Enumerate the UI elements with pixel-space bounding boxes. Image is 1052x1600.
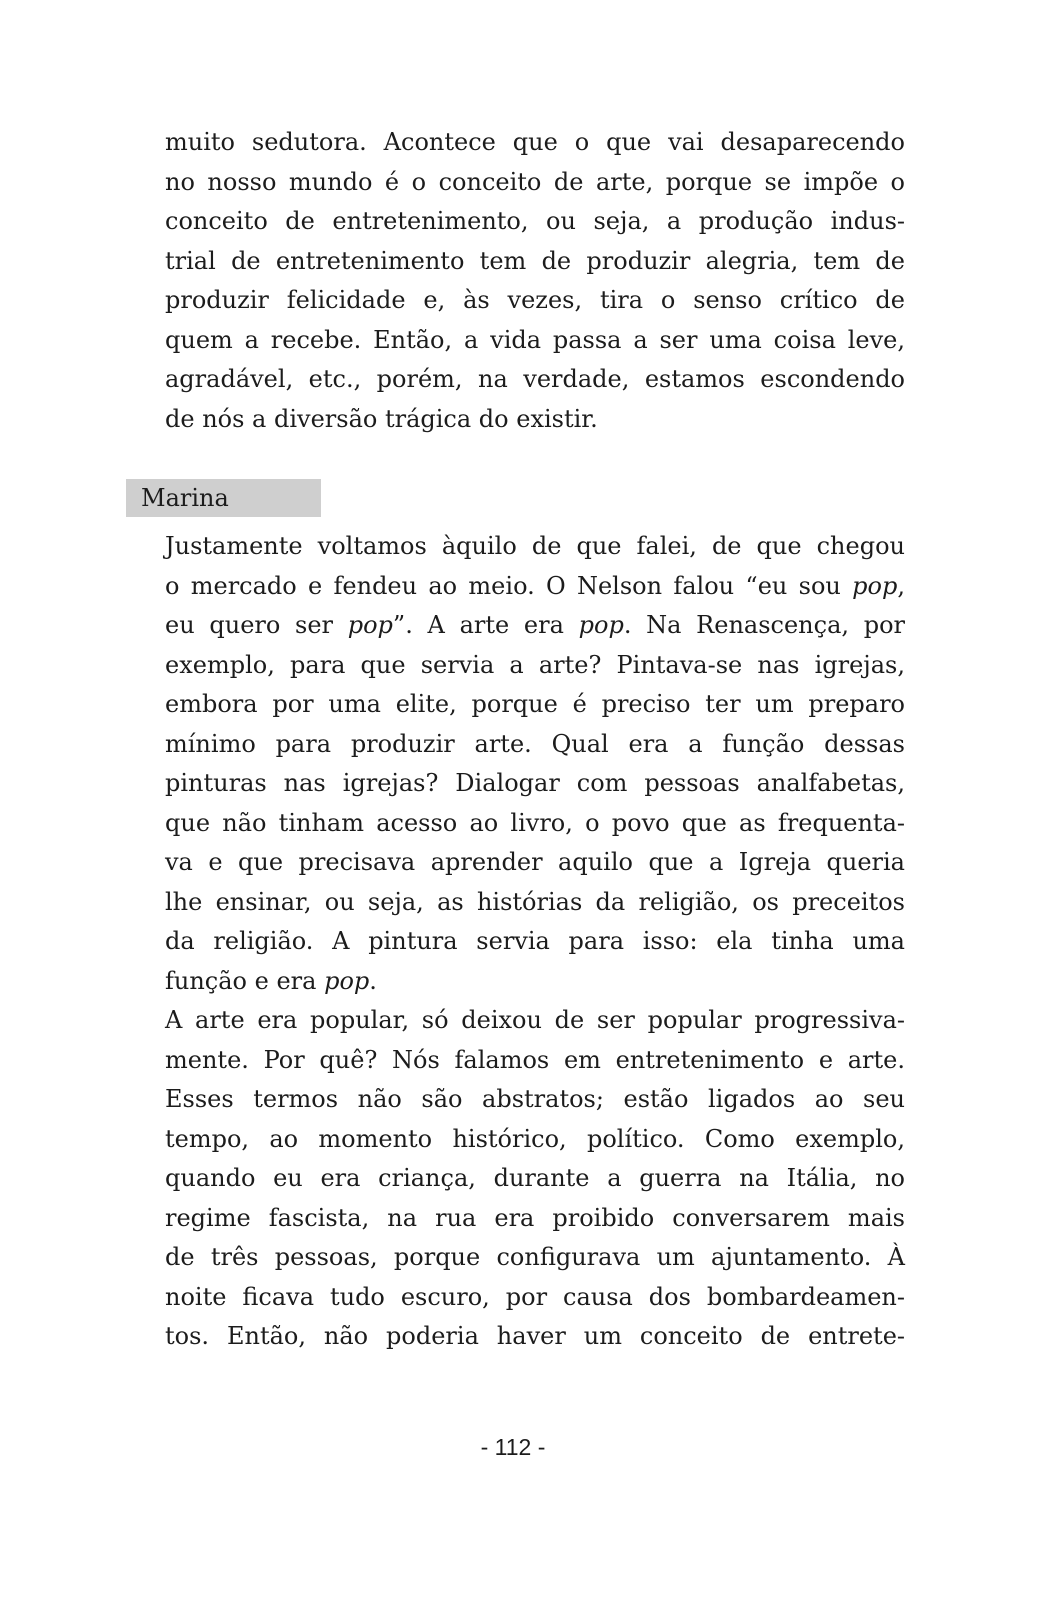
text-line: no nosso mundo é o conceito de arte, porque se impõe o <box>165 167 905 196</box>
page-number: - 112 - <box>480 1434 546 1460</box>
speaker-name: Marina <box>141 484 229 512</box>
text-segment: . Na Renascença, por <box>623 611 906 639</box>
text-line: que não tinham acesso ao livro, o povo que as frequenta- <box>165 808 905 837</box>
italic-word: pop <box>578 611 624 639</box>
text-line: Esses termos não são abstratos; estão ligados ao seu <box>165 1085 905 1113</box>
text-line: produzir felicidade e, às vezes, tira o senso crítico de <box>165 286 905 314</box>
paragraph <box>165 123 905 439</box>
text-line: quem a recebe. Então, a vida passa a ser uma coisa leve, <box>165 325 905 354</box>
text-line <box>165 606 905 646</box>
text-segment: o mercado e fendeu ao meio. O Nelson falou “eu sou <box>165 571 853 600</box>
text-line: Justamente voltamos àquilo de que falei, de que chegou <box>165 532 905 560</box>
text-line: noite ficava tudo escuro, por causa dos bombardeamen- <box>165 1282 905 1311</box>
text-line: da religião. A pintura servia para isso: ela tinha uma <box>165 927 905 955</box>
italic-word: pop <box>347 611 393 639</box>
text-segment: , <box>897 571 905 600</box>
text-line: embora por uma elite, porque é preciso ter um preparo <box>165 690 905 718</box>
text-line: de nós a diversão trágica do existir. <box>165 404 598 433</box>
text-line <box>165 567 905 607</box>
text-line: exemplo, para que servia a arte? Pintava-se nas igrejas, <box>165 650 905 679</box>
text-line: trial de entretenimento tem de produzir alegria, tem de <box>165 246 905 275</box>
text-line: agradável, etc., porém, na verdade, estamos escondendo <box>165 365 905 393</box>
text-segment: ”. A arte era <box>392 611 579 639</box>
paragraph <box>165 527 905 1001</box>
text-segment: . <box>369 966 377 995</box>
text-line: conceito de entretenimento, ou seja, a produção indus- <box>165 207 905 235</box>
text-line: A arte era popular, só deixou de ser popular progressiva- <box>165 1006 905 1034</box>
text-line: mente. Por quê? Nós falamos em entretenimento e arte. <box>165 1045 905 1074</box>
text-line: va e que precisava aprender aquilo que a Igreja queria <box>165 848 905 876</box>
text-line <box>165 962 905 1002</box>
text-line: tos. Então, não poderia haver um conceito de entrete- <box>165 1322 905 1350</box>
text-line: pinturas nas igrejas? Dialogar com pessoas analfabetas, <box>165 769 905 797</box>
text-line: lhe ensinar, ou seja, as histórias da religião, os preceitos <box>165 887 905 916</box>
paragraph <box>165 1001 905 1357</box>
italic-word: pop <box>324 966 370 995</box>
text-line: mínimo para produzir arte. Qual era a função dessas <box>165 729 905 758</box>
text-segment: função e era <box>165 966 325 995</box>
text-line: regime fascista, na rua era proibido conversarem mais <box>165 1203 905 1232</box>
text-line: quando eu era criança, durante a guerra na Itália, no <box>165 1164 905 1192</box>
text-line: de três pessoas, porque configurava um ajuntamento. À <box>165 1243 905 1271</box>
text-segment: eu quero ser <box>165 611 348 639</box>
text-line: muito sedutora. Acontece que o que vai desaparecendo <box>165 128 905 156</box>
text-line: tempo, ao momento histórico, político. Como exemplo, <box>165 1124 905 1153</box>
speaker-label <box>126 479 321 517</box>
italic-word: pop <box>852 571 898 600</box>
text-block <box>165 527 905 1357</box>
